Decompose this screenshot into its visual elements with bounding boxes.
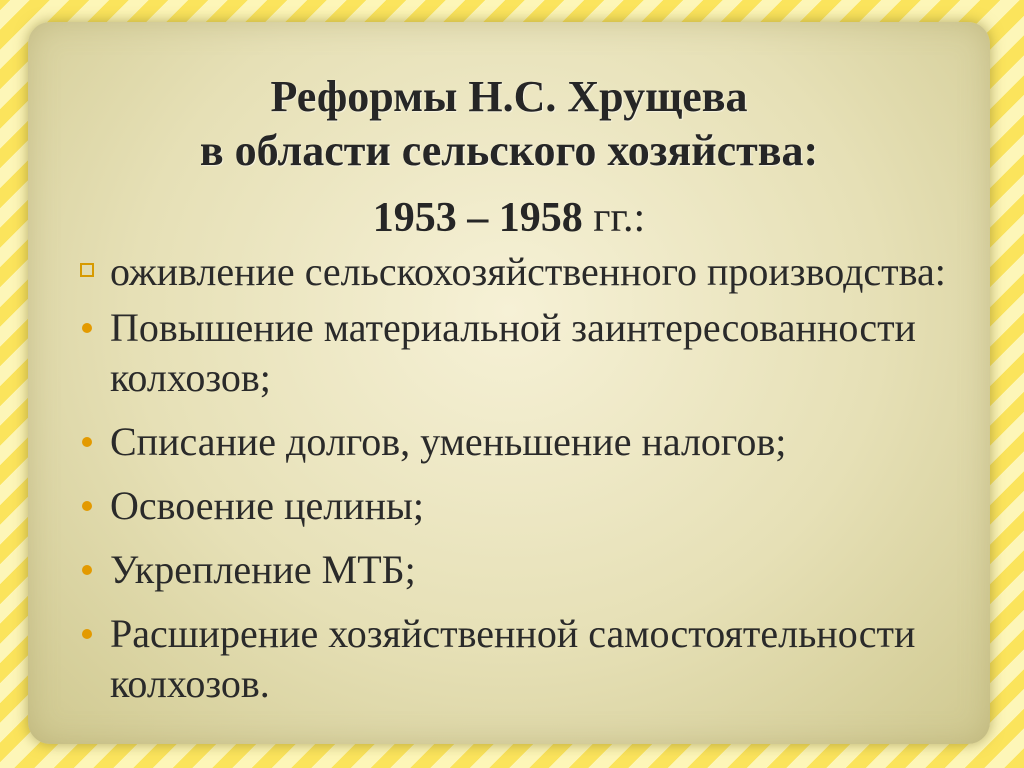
slide-content [76,247,996,723]
years-range [28,194,990,242]
title-line-1: Реформы Н.С. Хрущева [270,72,748,121]
years-unit: гг.: [593,195,646,241]
bullet-item [76,481,996,531]
slide-title [28,70,990,178]
bullet-text: Расширение хозяйственной самостоятельности колхозов. [110,611,916,706]
orange-dot-icon [82,437,92,447]
bullet-text: Повышение материальной заинтересованности колхозов; [110,305,916,400]
bullet-text: Списание долгов, уменьшение налогов; [110,419,787,464]
slide-panel [28,22,990,744]
intro-item [76,247,996,297]
bullet-text: Укрепление МТБ; [110,547,416,592]
bullet-item [76,609,996,709]
orange-dot-icon [82,323,92,333]
years-value: 1953 – 1958 [372,195,583,241]
bullet-item [76,417,996,467]
bullet-item [76,545,996,595]
bullet-list [76,303,996,709]
bullet-text: Освоение целины; [110,483,424,528]
bullet-item [76,303,996,403]
title-line-2: в области сельского хозяйства: [199,126,819,175]
orange-dot-icon [82,565,92,575]
intro-text: оживление сельскохозяйственного производства: [110,249,946,294]
checkbox-outline-icon [80,263,94,277]
orange-dot-icon [82,501,92,511]
orange-dot-icon [82,629,92,639]
